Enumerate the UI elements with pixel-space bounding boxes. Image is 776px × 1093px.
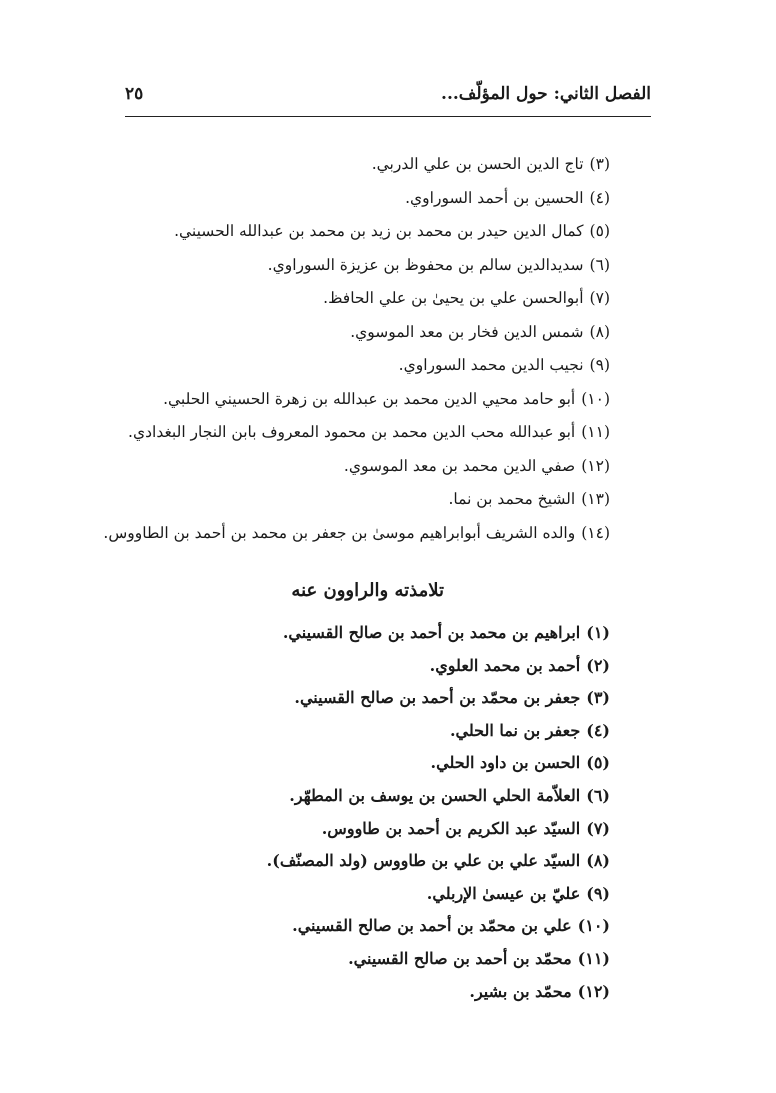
item-number: (١١) [581, 423, 610, 441]
item-number: (٢) [586, 655, 610, 675]
students-section-title: تلامذته والراوون عنه [291, 580, 444, 601]
item-number: (٣) [586, 688, 610, 708]
page-number: ٢٥ [125, 84, 144, 104]
student-list-item [10, 617, 610, 650]
item-text: صفي الدين محمد بن معد الموسوي. [343, 456, 576, 475]
item-number: (١٠) [581, 389, 610, 408]
item-number: (٧) [589, 289, 610, 307]
student-list-item [10, 878, 610, 911]
item-number: (١٠) [577, 916, 610, 936]
item-number: (٥) [586, 753, 610, 773]
student-list-item [10, 682, 610, 715]
teacher-list-item [10, 383, 610, 417]
item-text: والده الشريف أبوابراهيم موسىٰ بن جعفر بن محمد بن أحمد بن الطاووس. [103, 523, 576, 542]
item-text: سديدالدين سالم بن محفوظ بن عزيزة السوراوي. [267, 255, 584, 274]
item-number: (١٣) [581, 490, 610, 508]
item-number: (٤) [589, 188, 610, 207]
teacher-list-item [10, 349, 610, 383]
item-text: السيّد علي بن علي بن طاووس (ولد المصنّف). [266, 851, 581, 871]
student-list-item [10, 845, 610, 878]
teacher-list-item [10, 148, 610, 182]
item-text: الحسين بن أحمد السوراوي. [405, 188, 584, 207]
item-text: عليّ بن عيسىٰ الإربلي. [426, 883, 581, 903]
teacher-list-item [10, 182, 610, 216]
teacher-list-item [10, 249, 610, 283]
item-text: محمّد بن أحمد بن صالح القسيني. [348, 948, 572, 968]
item-number: (١٤) [581, 523, 610, 542]
item-text: علي بن محمّد بن أحمد بن صالح القسيني. [292, 916, 572, 936]
item-number: (٩) [589, 356, 610, 374]
student-list-item [10, 650, 610, 683]
running-title: الفصل الثاني: حول المؤلّف... [441, 84, 651, 104]
item-text: أبوالحسن علي بن يحيىٰ بن علي الحافظ. [323, 289, 584, 307]
student-list-item [10, 715, 610, 748]
item-text: محمّد بن بشير. [469, 981, 572, 1001]
item-text: جعفر بن نما الحلي. [449, 720, 581, 740]
item-number: (١) [586, 623, 610, 642]
teacher-list-item [10, 316, 610, 350]
item-text: أحمد بن محمد العلوي. [429, 655, 581, 675]
student-list-item [10, 910, 610, 943]
item-number: (١٢) [581, 456, 610, 475]
student-list-item [10, 747, 610, 780]
item-text: الحسن بن داود الحلي. [430, 753, 581, 773]
teacher-list-item [10, 450, 610, 484]
student-list-item [10, 976, 610, 1009]
item-number: (٤) [586, 720, 610, 740]
student-list-item [10, 813, 610, 846]
student-list-item [10, 780, 610, 813]
item-text: كمال الدين حيدر بن محمد بن زيد بن محمد بن عبدالله الحسيني. [174, 222, 584, 240]
item-text: العلاّمة الحلي الحسن بن يوسف بن المطهّر. [289, 785, 581, 805]
item-text: جعفر بن محمّد بن أحمد بن صالح القسيني. [294, 688, 581, 708]
item-text: ابراهيم بن محمد بن أحمد بن صالح القسيني. [282, 623, 581, 642]
item-number: (١١) [577, 948, 610, 968]
teacher-list-item [10, 416, 610, 450]
teacher-list-item [10, 517, 610, 551]
item-text: أبو عبدالله محب الدين محمد بن محمود المعروف بابن النجار البغدادي. [128, 423, 576, 441]
item-number: (٨) [589, 322, 610, 341]
student-list-item [10, 943, 610, 976]
item-text: السيّد عبد الكريم بن أحمد بن طاووس. [321, 818, 581, 838]
item-text: أبو حامد محيي الدين محمد بن عبدالله بن زهرة الحسيني الحلبي. [163, 389, 576, 408]
item-text: شمس الدين فخار بن معد الموسوي. [350, 322, 584, 341]
item-number: (٦) [589, 255, 610, 274]
teacher-list-item [10, 215, 610, 249]
item-number: (٧) [586, 818, 610, 838]
item-number: (٩) [586, 883, 610, 903]
item-text: الشيخ محمد بن نما. [448, 490, 576, 508]
teacher-list-item [10, 282, 610, 316]
item-number: (٨) [586, 851, 610, 871]
item-number: (٣) [589, 155, 610, 173]
teacher-list-item [10, 483, 610, 517]
students-list [10, 617, 610, 1008]
item-number: (٥) [589, 222, 610, 240]
page-header [125, 84, 651, 117]
item-number: (٦) [586, 785, 610, 805]
item-text: نجيب الدين محمد السوراوي. [398, 356, 584, 374]
teachers-list [10, 148, 610, 550]
item-text: تاج الدين الحسن بن علي الدربي. [371, 155, 584, 173]
item-number: (١٢) [577, 981, 610, 1001]
